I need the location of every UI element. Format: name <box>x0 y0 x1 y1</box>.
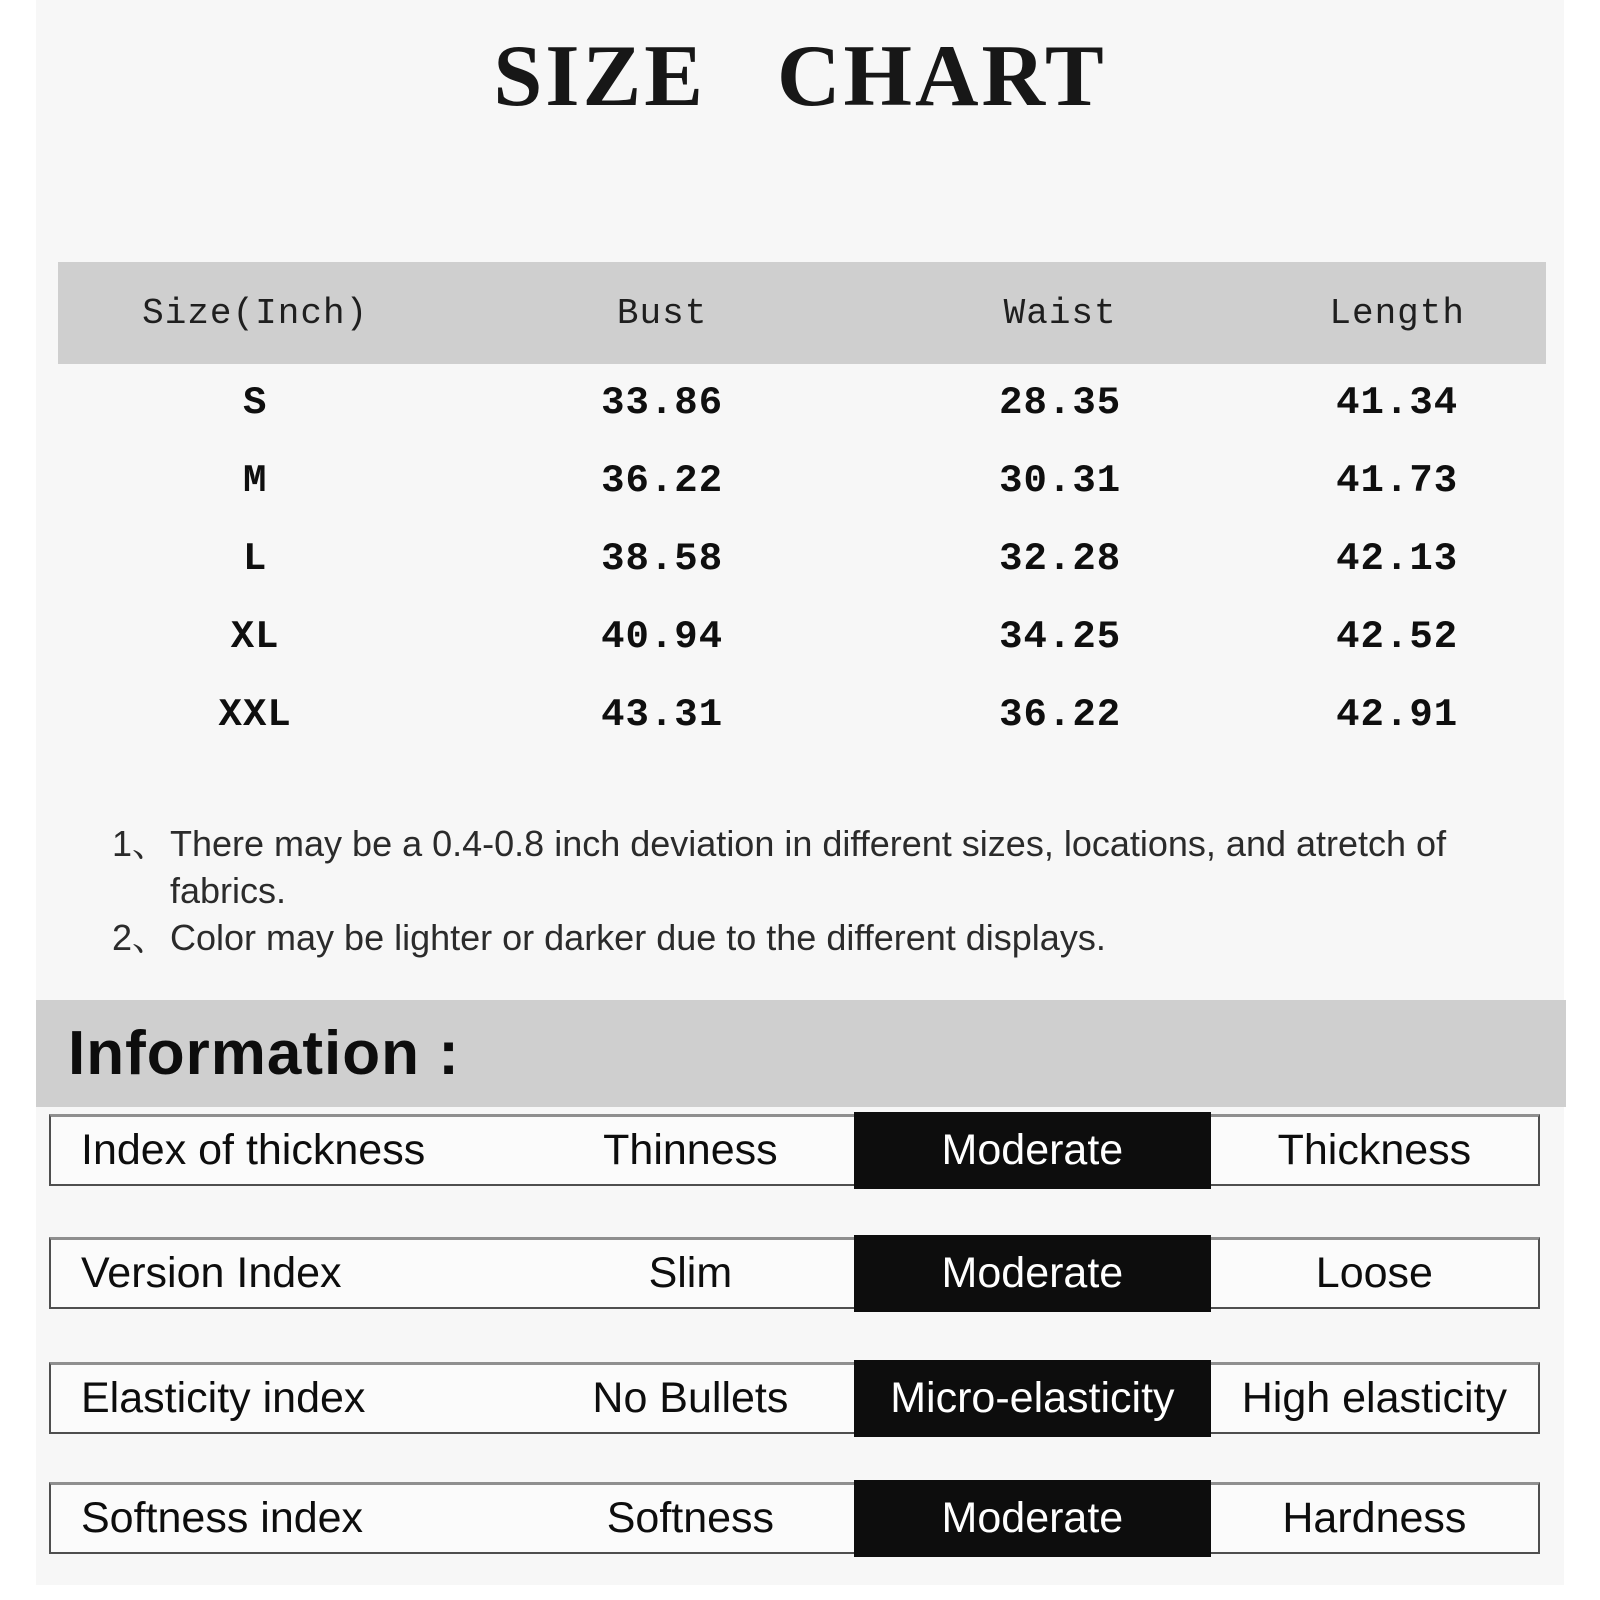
length-cell: 42.91 <box>1336 693 1459 737</box>
info-row-version <box>49 1237 1540 1309</box>
length-cell: 41.34 <box>1336 381 1459 425</box>
size-cell: L <box>242 537 268 581</box>
info-row-label: Index of thickness <box>81 1126 426 1174</box>
size-cell: S <box>242 381 268 425</box>
info-row-label: Elasticity index <box>81 1374 366 1422</box>
size-cell: M <box>242 459 268 503</box>
note-text: There may be a 0.4-0.8 inch deviation in different sizes, locations, and atretch of fabrics. <box>170 823 1447 911</box>
size-cell: XL <box>230 615 280 659</box>
option-cell: Thickness <box>1277 1126 1472 1174</box>
selected-option-cell: Moderate <box>854 1235 1211 1312</box>
page-title: SIZE CHART <box>493 28 1107 125</box>
option-cell: Softness <box>606 1494 775 1542</box>
information-title: Information : <box>68 1019 460 1088</box>
table-row-m <box>58 442 1546 520</box>
bust-cell: 43.31 <box>601 693 724 737</box>
waist-cell: 34.25 <box>999 615 1122 659</box>
waist-cell: 30.31 <box>999 459 1122 503</box>
option-cell: Loose <box>1315 1249 1433 1297</box>
selected-option-cell: Moderate <box>854 1112 1211 1189</box>
bust-cell: 36.22 <box>601 459 724 503</box>
table-row-l <box>58 520 1546 598</box>
note-item-2 <box>112 914 1552 961</box>
note-text: Color may be lighter or darker due to the different displays. <box>170 917 1106 958</box>
info-row-elasticity <box>49 1362 1540 1434</box>
note-number: 2、 <box>112 917 169 958</box>
waist-cell: 28.35 <box>999 381 1122 425</box>
option-cell: High elasticity <box>1241 1374 1508 1422</box>
info-row-label: Version Index <box>81 1249 342 1297</box>
notes-list <box>112 820 1552 961</box>
header-length: Length <box>1329 292 1465 334</box>
waist-cell: 32.28 <box>999 537 1122 581</box>
option-cell: Thinness <box>603 1126 778 1174</box>
size-table-body <box>58 364 1546 754</box>
title-area <box>0 26 1600 127</box>
header-bust: Bust <box>616 292 708 334</box>
bust-cell: 33.86 <box>601 381 724 425</box>
header-waist: Waist <box>1003 292 1117 334</box>
info-row-softness <box>49 1482 1540 1554</box>
option-cell: Slim <box>648 1249 733 1297</box>
content-panel <box>36 0 1564 1585</box>
note-number: 1、 <box>112 823 169 864</box>
note-item-1 <box>112 820 1552 914</box>
size-table-header-band <box>58 262 1546 364</box>
option-cell: No Bullets <box>592 1374 789 1422</box>
info-row-label: Softness index <box>81 1494 364 1542</box>
info-row-thickness <box>49 1114 1540 1186</box>
length-cell: 42.13 <box>1336 537 1459 581</box>
size-cell: XXL <box>218 693 292 737</box>
header-size-inch: Size(Inch) <box>142 292 369 334</box>
bust-cell: 38.58 <box>601 537 724 581</box>
table-row-xl <box>58 598 1546 676</box>
selected-option-cell: Micro-elasticity <box>854 1360 1211 1437</box>
length-cell: 42.52 <box>1336 615 1459 659</box>
option-cell: Hardness <box>1282 1494 1467 1542</box>
waist-cell: 36.22 <box>999 693 1122 737</box>
bust-cell: 40.94 <box>601 615 724 659</box>
selected-option-cell: Moderate <box>854 1480 1211 1557</box>
table-row-xxl <box>58 676 1546 754</box>
table-row-s <box>58 364 1546 442</box>
length-cell: 41.73 <box>1336 459 1459 503</box>
information-header-band <box>36 1000 1566 1107</box>
